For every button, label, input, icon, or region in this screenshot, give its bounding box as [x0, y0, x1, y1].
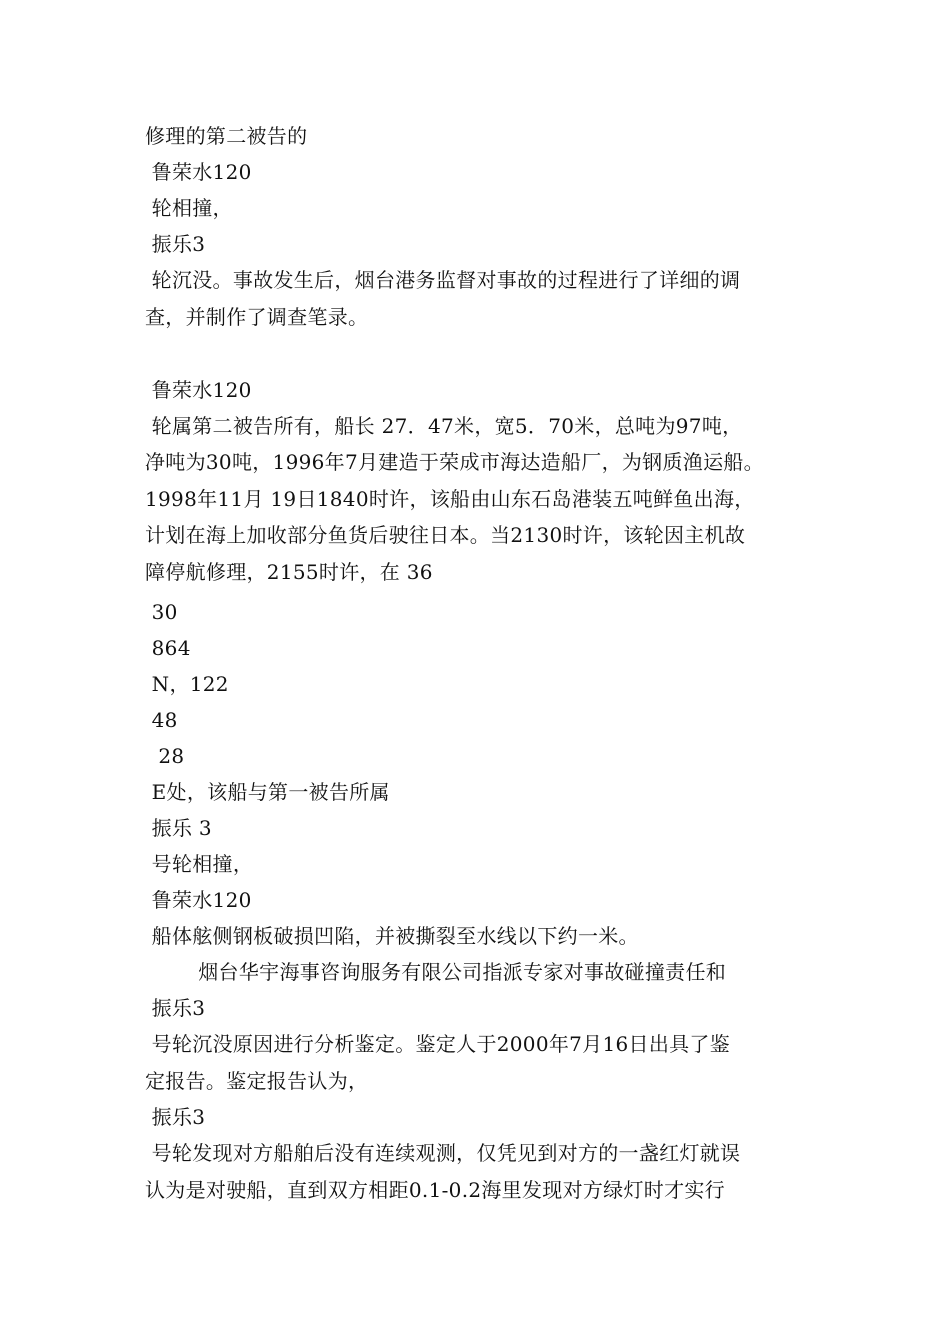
text-line: 号轮相撞， — [145, 852, 254, 876]
text-line: 864 — [145, 636, 191, 660]
text-line: 28 — [145, 744, 185, 768]
text-line: 净吨为30吨，1996年7月建造于荣成市海达造船厂，为钢质渔运船。 — [145, 450, 764, 474]
text-line: 定报告。鉴定报告认为， — [145, 1069, 369, 1093]
text-line: N，122 — [145, 672, 229, 696]
text-line: 1998年11月 19日1840时许，该船由山东石岛港装五吨鲜鱼出海， — [145, 487, 755, 511]
text-line: 轮属第二被告所有，船长 27．47米，宽5．70米，总吨为97吨， — [145, 414, 743, 438]
text-line: 船体舷侧钢板破损凹陷，并被撕裂至水线以下约一米。 — [145, 924, 639, 948]
text-line: 鲁荣水120 — [145, 160, 252, 184]
text-line: E处，该船与第一被告所属 — [145, 780, 390, 804]
text-line: 轮相撞， — [145, 196, 233, 220]
text-line: 48 — [145, 708, 178, 732]
text-line: 振乐3 — [145, 996, 206, 1020]
text-line: 轮沉没。事故发生后，烟台港务监督对事故的过程进行了详细的调 — [145, 268, 741, 292]
text-line: 障停航修理，2155时许，在 36 — [145, 560, 433, 584]
text-line: 振乐3 — [145, 232, 206, 256]
text-line: 号轮发现对方船舶后没有连续观测，仅凭见到对方的一盏红灯就误 — [145, 1141, 741, 1165]
text-line: 认为是对驶船，直到双方相距0.1-0.2海里发现对方绿灯时才实行 — [145, 1178, 725, 1202]
text-line: 鲁荣水120 — [145, 378, 252, 402]
text-line: 振乐 3 — [145, 816, 212, 840]
text-line: 查，并制作了调查笔录。 — [145, 305, 369, 329]
text-line: 烟台华宇海事咨询服务有限公司指派专家对事故碰撞责任和 — [145, 960, 727, 984]
text-line: 鲁荣水120 — [145, 888, 252, 912]
text-line: 振乐3 — [145, 1105, 206, 1129]
text-line: 30 — [145, 600, 178, 624]
text-line: 修理的第二被告的 — [145, 124, 308, 148]
text-line: 号轮沉没原因进行分析鉴定。鉴定人于2000年7月16日出具了鉴 — [145, 1032, 731, 1056]
text-line: 计划在海上加收部分鱼货后驶往日本。当2130时许，该轮因主机故 — [145, 523, 746, 547]
